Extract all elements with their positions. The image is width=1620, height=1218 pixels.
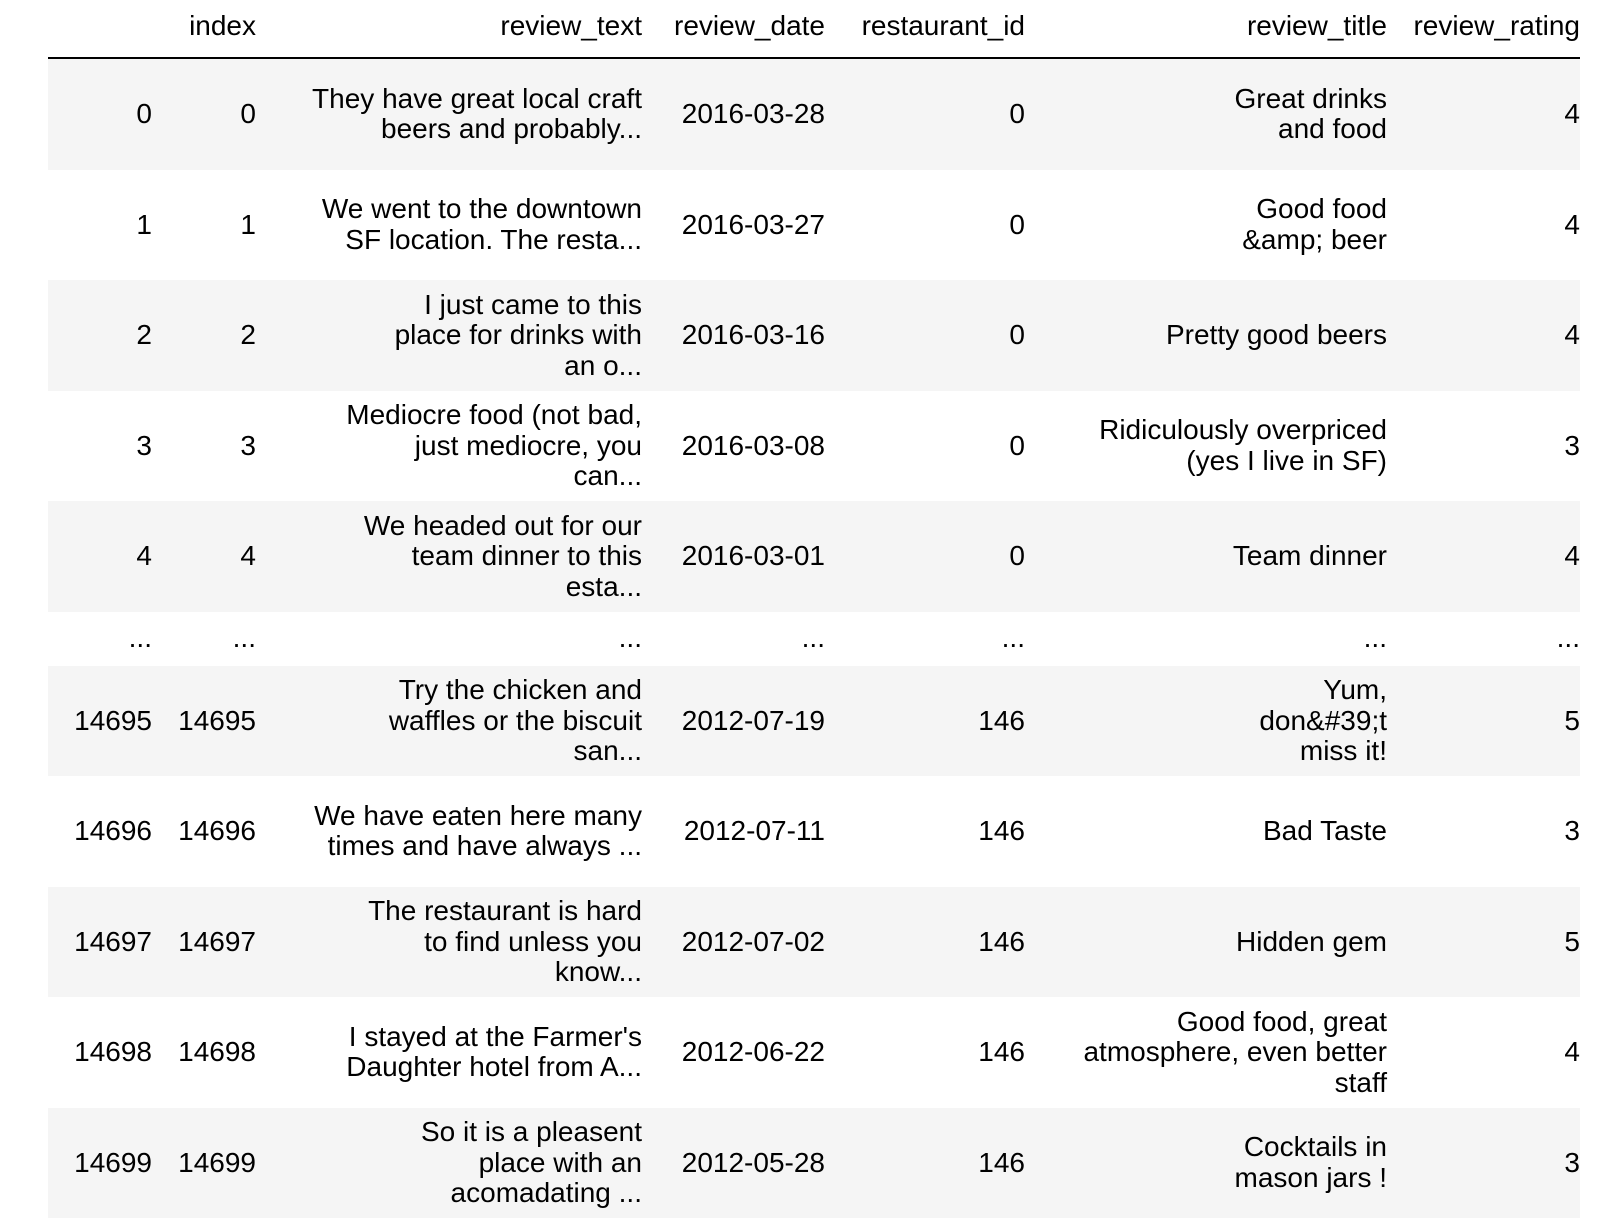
review-text-cell: [256, 887, 642, 998]
restaurant-id-cell: 146: [825, 666, 1025, 777]
row-index-cell: 14699: [48, 1108, 152, 1218]
restaurant-id-cell: 146: [825, 997, 1025, 1108]
index-cell: 14696: [152, 776, 256, 887]
table-row: [48, 58, 1580, 170]
review-text-cell: [256, 501, 642, 612]
table-row: [48, 776, 1580, 887]
review-date-cell: 2016-03-08: [642, 391, 825, 502]
row-index-cell: 14696: [48, 776, 152, 887]
row-index-cell: 0: [48, 58, 152, 170]
review-title: Team dinner: [1233, 541, 1387, 572]
review-rating-cell: 5: [1387, 887, 1580, 998]
review-title-cell: [1025, 280, 1387, 391]
table-row: [48, 391, 1580, 502]
review-rating-cell: 3: [1387, 1108, 1580, 1218]
review-title: Cocktails in mason jars !: [1227, 1132, 1387, 1193]
review-text: We headed out for our team dinner to this esta...: [342, 511, 642, 603]
header-row: [48, 0, 1580, 58]
table-row: [48, 997, 1580, 1108]
review-title-cell: [1025, 58, 1387, 170]
table-row: [48, 887, 1580, 998]
row-index-cell: 4: [48, 501, 152, 612]
review-date-cell: 2016-03-16: [642, 280, 825, 391]
review-date-cell: 2012-05-28: [642, 1108, 825, 1218]
row-index-cell: 1: [48, 170, 152, 281]
restaurant-id-cell: 146: [825, 887, 1025, 998]
ellipsis-row: [48, 612, 1580, 666]
index-cell: 4: [152, 501, 256, 612]
review-title: Hidden gem: [1236, 927, 1387, 958]
review-date-cell: 2016-03-27: [642, 170, 825, 281]
restaurant-id-cell: 0: [825, 58, 1025, 170]
index-cell: 0: [152, 58, 256, 170]
header-restaurant-id: restaurant_id: [825, 0, 1025, 58]
index-cell: 3: [152, 391, 256, 502]
review-title: Ridiculously overpriced (yes I live in SF): [1087, 415, 1387, 476]
review-text-cell: [256, 391, 642, 502]
review-date-cell: 2012-06-22: [642, 997, 825, 1108]
dataframe-output: [48, 0, 1580, 1218]
review-text: Try the chicken and waffles or the biscuit san...: [372, 675, 642, 767]
review-title-cell: [1025, 170, 1387, 281]
review-text: They have great local craft beers and probably...: [302, 84, 642, 145]
index-cell: 14698: [152, 997, 256, 1108]
review-text: Mediocre food (not bad, just mediocre, you can...: [342, 400, 642, 492]
index-cell: 1: [152, 170, 256, 281]
review-rating-cell: 3: [1387, 776, 1580, 887]
review-title-cell: [1025, 887, 1387, 998]
ellipsis-cell: ...: [1387, 612, 1580, 666]
ellipsis-cell: ...: [256, 612, 642, 666]
header-review-date: review_date: [642, 0, 825, 58]
restaurant-id-cell: 146: [825, 776, 1025, 887]
table-row: [48, 1108, 1580, 1218]
table-row: [48, 666, 1580, 777]
review-title: Yum, don&#39;t miss it!: [1247, 675, 1387, 767]
row-index-cell: 14695: [48, 666, 152, 777]
ellipsis-cell: ...: [825, 612, 1025, 666]
review-text: I just came to this place for drinks with an o...: [382, 290, 642, 382]
row-index-cell: 3: [48, 391, 152, 502]
restaurant-id-cell: 0: [825, 391, 1025, 502]
review-text: We have eaten here many times and have always ...: [302, 801, 642, 862]
review-title: Good food &amp; beer: [1227, 194, 1387, 255]
review-date-cell: 2012-07-19: [642, 666, 825, 777]
review-text: I stayed at the Farmer's Daughter hotel from A...: [332, 1022, 642, 1083]
review-text-cell: [256, 280, 642, 391]
review-title-cell: [1025, 776, 1387, 887]
review-title-cell: [1025, 1108, 1387, 1218]
review-title-cell: [1025, 391, 1387, 502]
review-rating-cell: 3: [1387, 391, 1580, 502]
row-index-cell: 14697: [48, 887, 152, 998]
restaurant-id-cell: 0: [825, 170, 1025, 281]
row-index-cell: 14698: [48, 997, 152, 1108]
dataframe-table: [48, 0, 1580, 1218]
review-text-cell: [256, 666, 642, 777]
header-review-title: review_title: [1025, 0, 1387, 58]
review-rating-cell: 4: [1387, 997, 1580, 1108]
review-date-cell: 2012-07-11: [642, 776, 825, 887]
review-title: Pretty good beers: [1166, 320, 1387, 351]
review-title-cell: [1025, 997, 1387, 1108]
review-rating-cell: 4: [1387, 58, 1580, 170]
header-review-text: review_text: [256, 0, 642, 58]
review-rating-cell: 4: [1387, 501, 1580, 612]
review-title-cell: [1025, 666, 1387, 777]
review-date-cell: 2016-03-01: [642, 501, 825, 612]
review-text-cell: [256, 1108, 642, 1218]
restaurant-id-cell: 0: [825, 280, 1025, 391]
ellipsis-cell: ...: [642, 612, 825, 666]
review-rating-cell: 5: [1387, 666, 1580, 777]
table-row: [48, 280, 1580, 391]
review-date-cell: 2016-03-28: [642, 58, 825, 170]
review-rating-cell: 4: [1387, 280, 1580, 391]
ellipsis-cell: ...: [152, 612, 256, 666]
review-title: Good food, great atmosphere, even better staff: [1077, 1007, 1387, 1099]
review-title-cell: [1025, 501, 1387, 612]
review-date-cell: 2012-07-02: [642, 887, 825, 998]
index-cell: 14695: [152, 666, 256, 777]
review-text-cell: [256, 776, 642, 887]
review-text: So it is a pleasent place with an acomadating ...: [412, 1117, 642, 1209]
review-text: We went to the downtown SF location. The resta...: [302, 194, 642, 255]
review-text-cell: [256, 170, 642, 281]
review-title: Bad Taste: [1263, 816, 1387, 847]
review-text-cell: [256, 997, 642, 1108]
index-cell: 2: [152, 280, 256, 391]
restaurant-id-cell: 0: [825, 501, 1025, 612]
review-text: The restaurant is hard to find unless you know...: [362, 896, 642, 988]
review-title: Great drinks and food: [1227, 84, 1387, 145]
restaurant-id-cell: 146: [825, 1108, 1025, 1218]
table-row: [48, 170, 1580, 281]
header-index: index: [152, 0, 256, 58]
review-text-cell: [256, 58, 642, 170]
row-index-cell: 2: [48, 280, 152, 391]
ellipsis-cell: ...: [1025, 612, 1387, 666]
review-rating-cell: 4: [1387, 170, 1580, 281]
table-row: [48, 501, 1580, 612]
header-review-rating: review_rating: [1387, 0, 1580, 58]
index-cell: 14697: [152, 887, 256, 998]
header-row-index: [48, 0, 152, 58]
index-cell: 14699: [152, 1108, 256, 1218]
ellipsis-cell: ...: [48, 612, 152, 666]
